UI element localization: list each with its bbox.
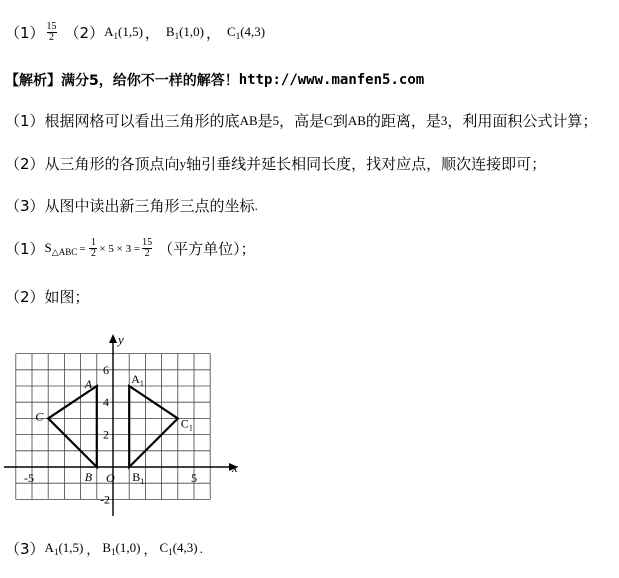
step-3 (5, 195, 258, 216)
point-label-b: B (84, 470, 93, 484)
coord-c1: $C_1(4,3)$ (159, 540, 198, 557)
triangle-a1b1c1 (129, 386, 178, 467)
step-1-number: （1） (5, 112, 45, 130)
point-label-a: A (84, 377, 93, 391)
y-axis-ref: y (179, 155, 187, 171)
half-fraction: $\frac{1}{2}$ (90, 237, 96, 259)
solution-2-text: 如图； (44, 288, 90, 306)
step-2-number: （2） (5, 155, 45, 173)
answer-part2-number: （2） (64, 24, 105, 42)
triangle-abc (48, 386, 97, 467)
axes (4, 334, 238, 516)
solution-2-number: （2） (5, 288, 45, 306)
area-result-fraction: $\frac{15}{2}$ (142, 237, 153, 259)
step-1-text-a: 根据网格可以看出三角形的底 (44, 112, 240, 130)
analysis-tag: 【解析】 (5, 73, 61, 89)
area-product: × 5 × 3 = (99, 242, 141, 255)
step-1 (5, 110, 597, 131)
point-label-c: C (35, 409, 44, 424)
y-axis-arrow (109, 334, 117, 343)
separator: ， (143, 542, 157, 557)
separator: ， (86, 542, 100, 557)
area-unit: （平方单位）； (158, 240, 256, 258)
tick-label-x-5: 5 (191, 471, 197, 485)
separator: ， (144, 24, 160, 42)
tick-label-x-neg5: -5 (24, 471, 34, 485)
x-axis-label: x (232, 460, 238, 475)
point-c-ref: C (324, 112, 333, 128)
analysis-header (5, 70, 424, 90)
solution-3-number: （3） (5, 540, 45, 558)
answer-part1-number: （1） (5, 24, 45, 42)
base-value: 5 (272, 112, 280, 128)
point-label-a1: $A_1$ (131, 372, 144, 388)
step-3-text: 从图中读出新三角形三点的坐标 (44, 197, 255, 215)
coordinate-graph (0, 330, 260, 525)
tick-label-y-6: 6 (103, 362, 109, 377)
answer-line (5, 22, 265, 43)
separator: ， (206, 24, 222, 42)
step-1-text-b: 是 (257, 112, 273, 130)
segment-ab: AB (347, 112, 366, 128)
coord-b1: $B_1(1,0)$ (102, 540, 141, 557)
answer-fraction (47, 22, 57, 43)
step-3-number: （3） (5, 197, 45, 215)
answer-c1: $C_1(4,3)$ (227, 24, 266, 41)
answer-b1: $B_1(1,0)$ (165, 24, 205, 41)
graph-labels (24, 332, 238, 506)
period: . (199, 540, 203, 556)
step-1-text-d: 到 (332, 112, 348, 130)
step-2-text-b: 轴引垂线并延长相同长度，找对应点，顺次连接即可； (186, 155, 547, 173)
point-label-b1: $B_1$ (132, 470, 145, 486)
step-2-text-a: 从三角形的各顶点向 (44, 155, 180, 173)
solution-2 (5, 286, 90, 307)
tick-label-y-4: 4 (103, 395, 109, 410)
step-3-period: . (254, 197, 258, 213)
step-1-text-e: 的距离，是 (365, 112, 441, 130)
equals-sign: = (79, 242, 86, 255)
fraction-numerator: 15 (46, 21, 57, 32)
analysis-slogan: 满分5，给你不一样的解答！ (61, 73, 239, 89)
fraction-denominator: 2 (49, 32, 55, 43)
coord-a1: $A_1(1,5)$ (44, 540, 84, 557)
step-1-text-c: ，高是 (279, 112, 325, 130)
step-2 (5, 153, 546, 174)
site-url: http://www.manfen5.com (238, 72, 425, 88)
point-label-c1: $C_1$ (180, 416, 193, 433)
answer-a1: $A_1(1,5)$ (104, 24, 143, 41)
height-value: 3 (440, 112, 448, 128)
tick-label-y-neg2: -2 (100, 492, 110, 507)
step-1-text-f: ，利用面积公式计算； (447, 112, 598, 130)
origin-label: O (106, 471, 115, 485)
segment-ab: AB (239, 112, 258, 128)
tick-label-y-2: 2 (103, 427, 109, 442)
y-axis-label: y (118, 332, 124, 347)
solution-1-number: （1） (5, 240, 45, 258)
solution-3 (5, 538, 203, 559)
area-symbol: $S_{\triangle ABC}$ (44, 239, 78, 257)
solution-1 (5, 238, 256, 259)
